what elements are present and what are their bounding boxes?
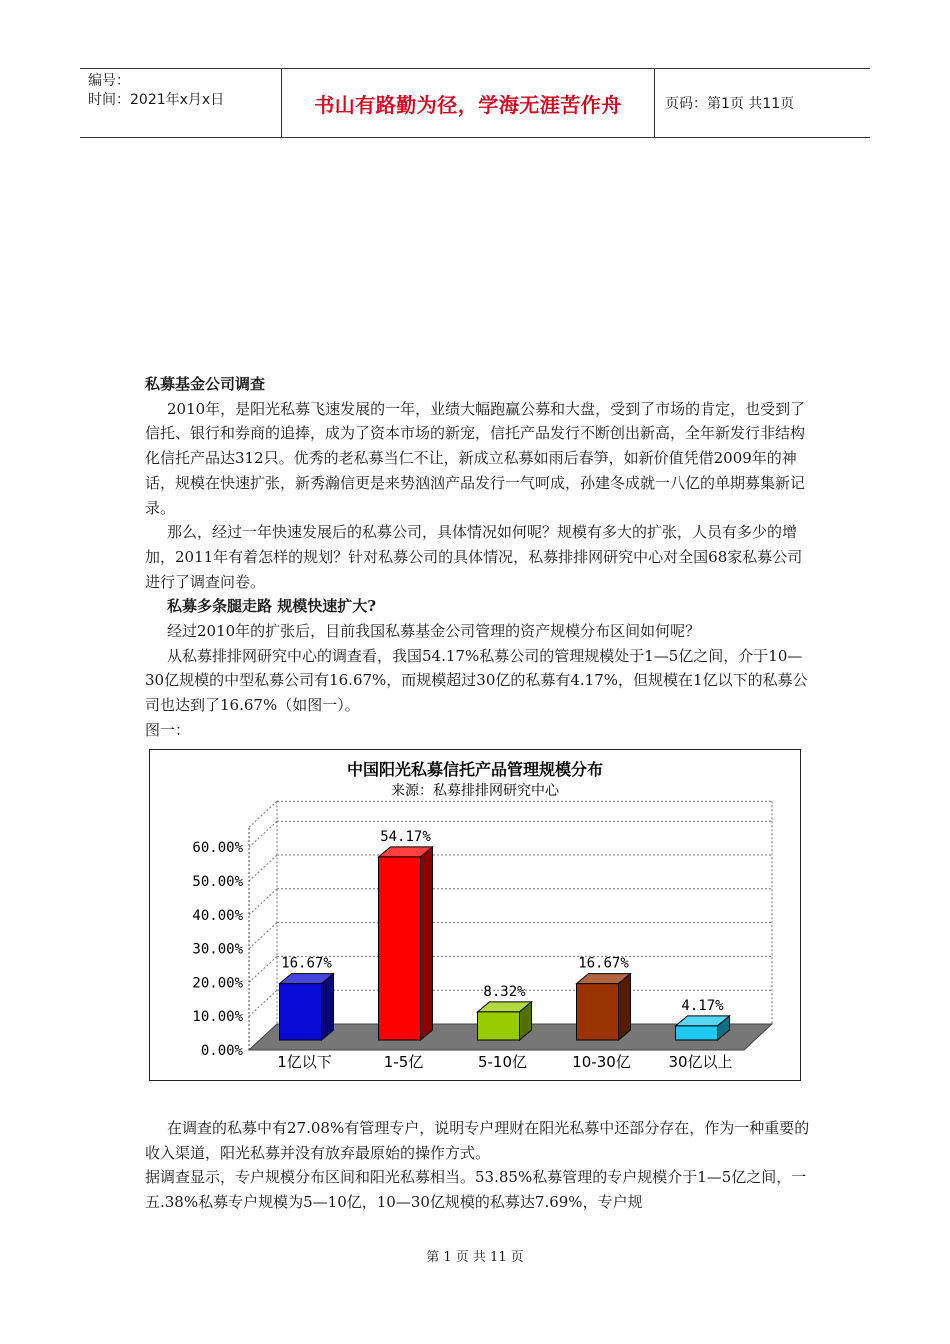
bar-side (619, 974, 631, 1040)
x-tick-label: 1亿以下 (277, 1053, 332, 1071)
gridline-side (249, 855, 277, 881)
x-tick-label: 5-10亿 (477, 1053, 528, 1071)
x-tick-label: 10-30亿 (572, 1053, 631, 1071)
paragraph: 经过2010年的扩张后，目前我国私募基金公司管理的资产规模分布区间如何呢？ (167, 622, 701, 641)
paragraph: 从私募排排网研究中心的调查看，我国54.17%私募公司的管理规模处于1—5亿之间，介于10—30亿规模的中型私募公司有16.67%，而规模超过30亿的私募有4.17%，但规模在1亿以下的私募公司也达到了16.67%（如图一）。 (145, 646, 808, 715)
bar (478, 1012, 520, 1040)
gridline-side (249, 821, 277, 847)
y-tick-label: 60.00% (192, 840, 243, 857)
y-tick-label: 20.00% (192, 975, 243, 992)
gridline-side (249, 956, 277, 982)
chart-title: 中国阳光私募信托产品管理规模分布 (346, 760, 604, 779)
x-tick-label: 1-5亿 (383, 1053, 424, 1071)
bar (676, 1026, 718, 1040)
header-divider (654, 69, 655, 137)
y-tick-label: 30.00% (192, 941, 243, 958)
data-label: 8.32% (483, 983, 526, 1000)
grid-frame-diag (249, 801, 277, 827)
data-label: 16.67% (578, 955, 629, 972)
data-label: 4.17% (681, 997, 724, 1014)
bar-side (421, 847, 433, 1040)
data-label: 16.67% (281, 955, 332, 972)
data-label: 54.17% (380, 828, 431, 845)
bar-chart (149, 749, 801, 1081)
chart-subtitle: 来源：私募排排网研究中心 (391, 783, 559, 799)
chart-canvas (150, 750, 800, 1080)
article-body (145, 372, 810, 743)
page-footer: 第 1 页 共 11 页 (426, 1250, 524, 1265)
bar (379, 857, 421, 1040)
y-tick-label: 50.00% (192, 874, 243, 890)
article-body-continued (145, 1116, 810, 1215)
figure-label: 图一： (145, 720, 191, 739)
header-number: 编号： (88, 73, 130, 89)
bar (280, 984, 322, 1040)
gridline-side (249, 889, 277, 915)
bar (577, 984, 619, 1040)
header-time: 时间：2021年x月x日 (88, 92, 225, 108)
gridline-side (249, 923, 277, 949)
gridline-side (249, 990, 277, 1016)
header-motto: 书山有路勤为径，学海无涯苦作舟 (314, 92, 622, 117)
y-tick-label: 40.00% (192, 907, 243, 924)
bar-side (322, 974, 334, 1040)
x-tick-label: 30亿以上 (668, 1053, 733, 1071)
paragraph: 2010年，是阳光私募飞速发展的一年，业绩大幅跑赢公募和大盘，受到了市场的肯定，也受到了信托、银行和券商的追捧，成为了资本市场的新宠，信托产品发行不断创出新高，全年新发行非结构化信托产品达312只。优秀的老私募当仁不让，新成立私募如雨后春笋，如新价值凭借2009年的神话，规模在快速扩张，新秀瀚信更是来势汹汹产品发行一气呵成，孙建冬成就一八亿的单期募集新记录。 (145, 399, 806, 517)
y-tick-label: 10.00% (192, 1009, 243, 1026)
paragraph: 在调查的私募中有27.08%有管理专户，说明专户理财在阳光私募中还部分存在，作为一种重要的收入渠道，阳光私募并没有放弃最原始的操作方式。 (145, 1119, 810, 1162)
y-tick-label: 0.00% (200, 1043, 243, 1059)
section-subtitle: 私募多条腿走路 规模快速扩大? (167, 597, 377, 616)
paragraph: 据调查显示，专户规模分布区间和阳光私募相当。53.85%私募管理的专户规模介于1—5亿之间，一五.38%私募专户规模为5—10亿，10—30亿规模的私募达7.69%，专户规 (145, 1168, 807, 1212)
paragraph: 那么，经过一年快速发展后的私募公司，具体情况如何呢？规模有多大的扩张，人员有多少的增加，2011年有着怎样的规划？针对私募公司的具体情况，私募排排网研究中心对全国68家私募公司进行了调查问卷。 (145, 523, 803, 591)
header-page-number: 页码：第1页 共11页 (665, 96, 795, 112)
document-header (80, 68, 870, 138)
article-title: 私募基金公司调查 (145, 375, 266, 393)
header-meta (88, 72, 224, 110)
